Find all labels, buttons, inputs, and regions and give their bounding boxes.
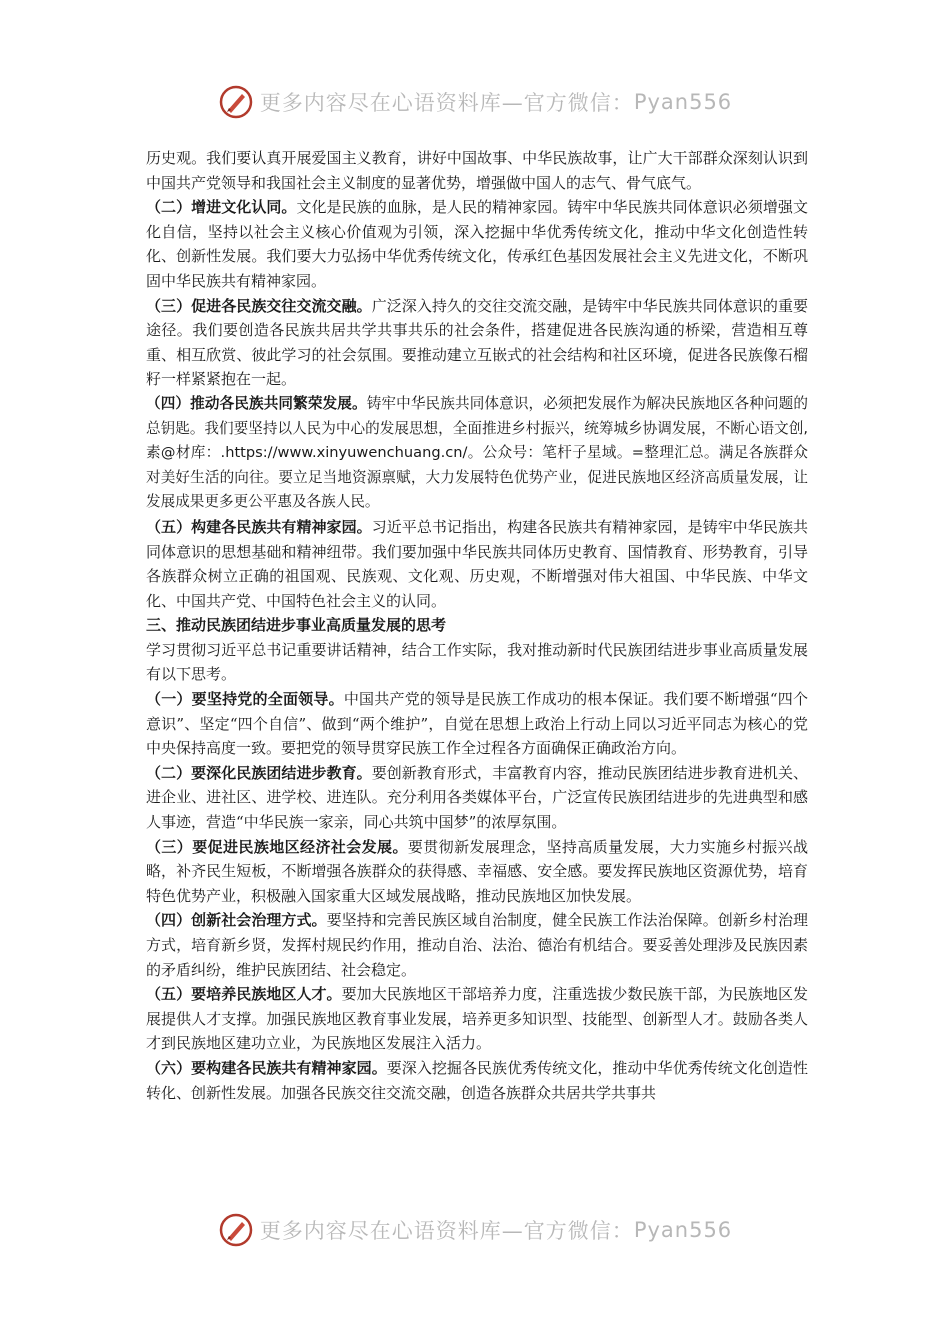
paragraph-title: （四）创新社会治理方式。: [146, 911, 327, 930]
paragraph-title: （五）要培养民族地区人才。: [146, 985, 342, 1004]
paragraph-title: （二）要深化民族团结进步教育。: [146, 763, 372, 782]
paragraph: 历史观。我们要认真开展爱国主义教育，讲好中国故事、中华民族故事，让广大干部群众深刻认识到中国共产党领导和我国社会主义制度的显著优势，增强做中国人的志气、骨气底气。: [146, 149, 808, 192]
paragraph: （二）要深化民族团结进步教育。要创新教育形式，丰富教育内容，推动民族团结进步教育进机关、进企业、进社区、进学校、进连队。充分利用各类媒体平台，广泛宣传民族团结进步的先进典型和感人事迹，营造“中华民族一家亲，同心共筑中国梦”的浓厚氛围。: [146, 763, 808, 832]
paragraph-title: （二）增进文化认同。: [146, 198, 297, 217]
paragraph: （五）要培养民族地区人才。要加大民族地区干部培养力度，注重选拔少数民族干部，为民族地区发展提供人才支撑。加强民族地区教育事业发展，培养更多知识型、技能型、创新型人才。鼓励各类人才到民族地区建功立业，为民族地区发展注入活力。: [146, 985, 808, 1053]
paragraph: （二）增进文化认同。文化是民族的血脉，是人民的精神家园。铸牢中华民族共同体意识必须增强文化自信，坚持以社会主义核心价值观为引领，深入挖掘中华优秀传统文化，推动中华文化创造性转化、创新性发展。我们要大力弘扬中华优秀传统文化，传承红色基因发展社会主义先进文化，不断巩固中华民族共有精神家园。: [146, 198, 808, 290]
header-banner: [0, 80, 950, 124]
section-heading: 三、推动民族团结进步事业高质量发展的思考: [146, 616, 447, 635]
paragraph-title: （五）构建各民族共有精神家园。: [146, 517, 372, 536]
footer-banner: [0, 1208, 950, 1252]
wechat-id: Pyan556: [633, 90, 733, 114]
paragraph: （四）推动各民族共同繁荣发展。铸牢中华民族共同体意识，必须把发展作为解决民族地区各种问题的总钥匙。我们要坚持以人民为中心的发展思想，全面推进乡村振兴，统筹城乡协调发展，不断心语文创,素@材库：.https://www.xinyuwenchuang.cn/。公众号：笔杆子星域。=整理汇总。满足各族群众对美好生活的向往。要立足当地资源禀赋，大力发展特色优势产业，促进民族地区经济高质量发展，让发展成果更多更公平惠及各族人民。: [146, 394, 808, 511]
paragraph: 学习贯彻习近平总书记重要讲话精神，结合工作实际，我对推动新时代民族团结进步事业高质量发展有以下思考。: [146, 640, 808, 684]
paragraph-title: （六）要构建各民族共有精神家园。: [146, 1058, 387, 1077]
banner-text: 更多内容尽在心语资料库—官方微信：: [259, 1219, 634, 1243]
paragraph-title: （三）促进各民族交往交流交融。: [146, 296, 372, 315]
pen-logo-icon: [218, 84, 254, 120]
paragraph: （五）构建各民族共有精神家园。习近平总书记指出，构建各民族共有精神家园，是铸牢中华民族共同体意识的思想基础和精神纽带。我们要加强中华民族共同体历史教育、国情教育、形势教育，引导各族群众树立正确的祖国观、民族观、文化观、历史观，不断增强对伟大祖国、中华民族、中华文化、中国共产党、中国特色社会主义的认同。: [146, 517, 808, 610]
paragraph: （一）要坚持党的全面领导。中国共产党的领导是民族工作成功的根本保证。我们要不断增强“四个意识”、坚定“四个自信”、做到“两个维护”，自觉在思想上政治上行动上同以习近平同志为核心的党中央保持高度一致。要把党的领导贯穿民族工作全过程各方面确保正确政治方向。: [146, 690, 808, 758]
paragraph: （四）创新社会治理方式。要坚持和完善民族区域自治制度，健全民族工作法治保障。创新乡村治理方式，培育新乡贤，发挥村规民约作用，推动自治、法治、德治有机结合。要妥善处理涉及民族因素的矛盾纠纷，维护民族团结、社会稳定。: [146, 911, 808, 979]
wechat-id: Pyan556: [633, 1218, 733, 1242]
document-body: [146, 146, 808, 1105]
paragraph-title: （三）要促进民族地区经济社会发展。: [146, 837, 408, 856]
paragraph: （三）要促进民族地区经济社会发展。要贯彻新发展理念，坚持高质量发展，大力实施乡村振兴战略，补齐民生短板，不断增强各族群众的获得感、幸福感、安全感。要发挥民族地区资源优势，培育特色优势产业，积极融入国家重大区域发展战略，推动民族地区加快发展。: [146, 837, 808, 905]
paragraph-title: （四）推动各民族共同繁荣发展。: [146, 394, 367, 412]
paragraph-title: （一）要坚持党的全面领导。: [146, 690, 344, 709]
paragraph: （三）促进各民族交往交流交融。广泛深入持久的交往交流交融，是铸牢中华民族共同体意识的重要途径。我们要创造各民族共居共学共事共乐的社会条件，搭建促进各民族沟通的桥梁，营造相互尊重、相互欣赏、彼此学习的社会氛围。要推动建立互嵌式的社会结构和社区环境，促进各民族像石榴籽一样紧紧抱在一起。: [146, 296, 808, 389]
banner-text: 更多内容尽在心语资料库—官方微信：: [259, 91, 634, 115]
pen-logo-icon: [218, 1212, 254, 1248]
paragraph: （六）要构建各民族共有精神家园。要深入挖掘各民族优秀传统文化，推动中华优秀传统文化创造性转化、创新性发展。加强各民族交往交流交融，创造各族群众共居共学共事共: [146, 1058, 808, 1102]
